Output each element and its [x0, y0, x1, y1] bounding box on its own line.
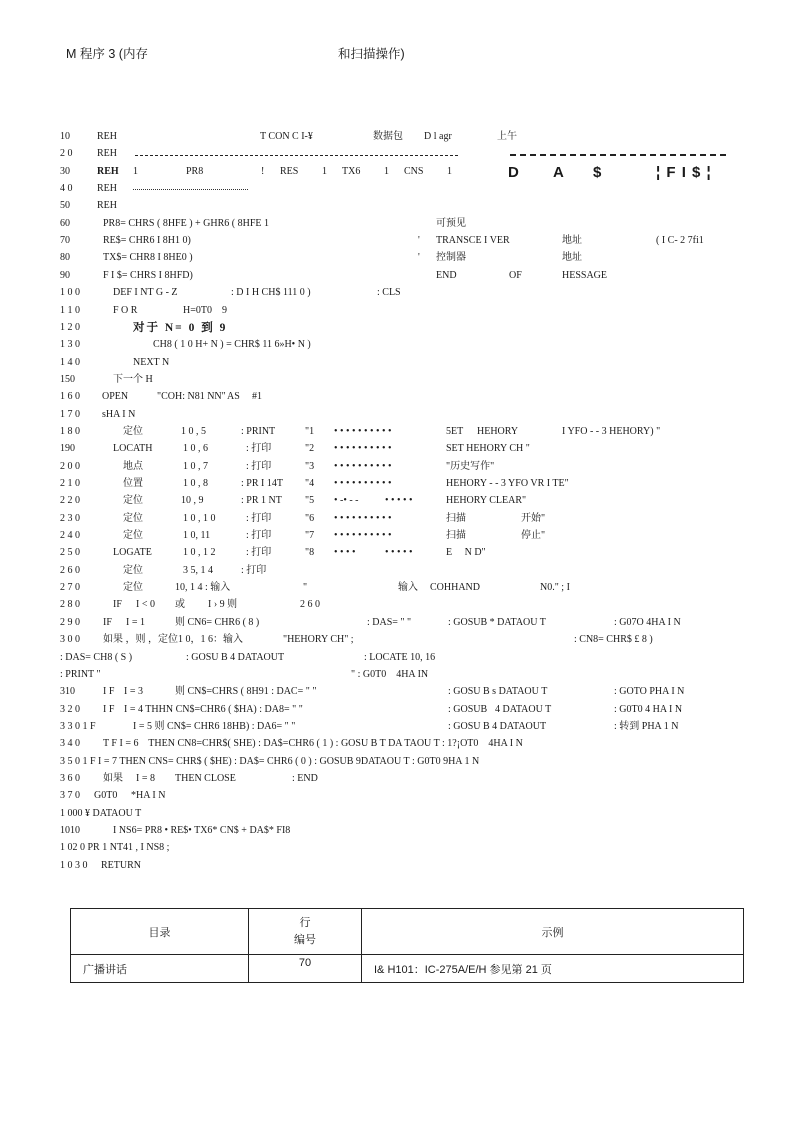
- footer-header-line-number-1: 行: [299, 916, 311, 929]
- line-number: 80: [60, 252, 70, 263]
- line-number: 4 0: [60, 183, 73, 194]
- line-number: 60: [60, 218, 70, 229]
- code-token: HEHORY CLEAR": [446, 495, 527, 506]
- line-number: 3 5 0 1 F I = 7 THEN CNS= CHR$ ( $HE) : DA$= CHR6 ( 0 ) : GOSUB 9DATAOU T : G0T0 9HA 1 N: [60, 756, 480, 767]
- code-token: #1: [252, 391, 262, 402]
- code-token: RES: [280, 166, 299, 177]
- line-number: 3 2 0: [60, 704, 80, 715]
- line-number: 2 8 0: [60, 599, 80, 610]
- line-number: 2 5 0: [60, 547, 80, 558]
- code-token: 1 0 , 7: [183, 461, 208, 472]
- line-number: 1 02 0 PR 1 NT41 , I NS8 ;: [60, 842, 170, 853]
- footer-header-example: 示例: [362, 909, 744, 955]
- code-token: "8: [305, 547, 315, 558]
- code-token: : DAS= " ": [367, 617, 412, 628]
- code-token: • • • • • • • • • •: [334, 426, 392, 437]
- line-number: 1 000 ¥ DATAOU T: [60, 808, 142, 819]
- code-token: 定位: [123, 565, 143, 576]
- code-token: 4 DATAOU T: [495, 704, 552, 715]
- code-token: "COH: N81 NN": [157, 391, 226, 402]
- code-token: 5ET: [446, 426, 464, 437]
- code-token: REH: [97, 200, 117, 211]
- code-token: THEN CLOSE: [175, 773, 236, 784]
- code-token: 定位: [123, 582, 143, 593]
- code-token: 则 CN$=CHRS ( 8H91 : DAC= " ": [175, 686, 317, 697]
- code-token: "5: [305, 495, 315, 506]
- page-header-left: M 程序 3 (内存: [66, 47, 148, 61]
- code-token: : 打印: [246, 530, 272, 541]
- code-token: 定位: [123, 513, 143, 524]
- code-token: • • • • • • • • • •: [334, 513, 392, 524]
- line-number: 1 7 0: [60, 409, 80, 420]
- code-token: : LOCATE 10, 16: [364, 652, 436, 663]
- code-token: : GOSU B 4 DATAOUT: [448, 721, 547, 732]
- code-token: : PRINT: [241, 426, 276, 437]
- line-number: 90: [60, 270, 70, 281]
- line-number: 3 4 0: [60, 738, 80, 749]
- code-token: I = 8: [136, 773, 155, 784]
- line-number: 3 0 0: [60, 634, 80, 645]
- code-token: 则 CN6= CHR6 ( 8 ): [175, 617, 260, 628]
- code-token: : GOSU B 4 DATAOUT: [186, 652, 285, 663]
- code-token: REH: [97, 148, 117, 159]
- code-token: 1 0 , 1 2: [183, 547, 216, 558]
- code-token: : GOTO PHA I N: [614, 686, 685, 697]
- code-token: 1 0 , 5: [181, 426, 206, 437]
- code-token: 1: [447, 166, 452, 177]
- line-number: 3 3 0 1 F: [60, 721, 96, 732]
- code-token: "2: [305, 443, 315, 454]
- code-token: 位置: [123, 478, 143, 489]
- code-token: : 打印: [246, 443, 272, 454]
- line-number: 1 1 0: [60, 305, 80, 316]
- code-token: 开始": [521, 513, 546, 524]
- code-token: I = 1: [126, 617, 145, 628]
- page-header-right: 和扫描操作): [338, 47, 405, 61]
- code-token: DEF I NT G - Z: [113, 287, 178, 298]
- code-token: 定位: [123, 426, 143, 437]
- code-token: : PRINT ": [60, 669, 101, 680]
- code-token: : DAS= CH8 ( S ): [60, 652, 133, 663]
- code-token: : 转到 PHA 1 N: [614, 721, 679, 732]
- code-token: I › 9 则: [208, 599, 238, 610]
- code-token: REH: [97, 183, 117, 194]
- code-token: : D I H CH$ 111 0 ): [231, 287, 311, 298]
- code-token: ': [418, 252, 420, 263]
- line-number: 3 6 0: [60, 773, 80, 784]
- code-token: ( I C- 2 7fi1: [656, 235, 704, 246]
- code-token: "4: [305, 478, 315, 489]
- code-token: T F I = 6 THEN CN8=CHR$( SHE) : DA$=CHR6 ( 1 ) : GOSU B T DA TAOU T : 1?¡OT0 4HA I N: [103, 738, 523, 749]
- code-token: : GOSU B s DATAOU T: [448, 686, 548, 697]
- code-token: ': [418, 235, 420, 246]
- code-token: END: [436, 270, 457, 281]
- code-token: HESSAGE: [562, 270, 608, 281]
- line-number: 2 0 0: [60, 461, 80, 472]
- code-token: • -• - -: [334, 495, 359, 506]
- code-token: 10 , 9: [181, 495, 204, 506]
- banner-a: A: [553, 164, 565, 181]
- code-token: 1 0 , 8: [183, 478, 208, 489]
- code-token: COHHAND: [430, 582, 480, 593]
- code-token: "历史写作": [446, 461, 495, 472]
- code-token: RETURN: [101, 860, 141, 871]
- separator-line-20: [135, 155, 458, 156]
- code-token: 10, 1 4 : 输入: [175, 582, 231, 593]
- line-number: 310: [60, 686, 75, 697]
- code-token: E N D": [446, 547, 486, 558]
- code-token: : G07O 4HA I N: [614, 617, 681, 628]
- code-token: • • • • •: [385, 495, 413, 506]
- line-number: 3 7 0: [60, 790, 80, 801]
- code-token: 1 0 , 1 0: [183, 513, 216, 524]
- code-token: RE$= CHR6 I 8H1 0): [103, 235, 191, 246]
- code-token: IF: [113, 599, 122, 610]
- line-number: 30: [60, 166, 70, 177]
- code-token: 地点: [123, 461, 143, 472]
- code-token: 3 5, 1 4: [183, 565, 213, 576]
- code-token: 定位: [123, 495, 143, 506]
- code-token: F O R: [113, 305, 138, 316]
- code-token: G0T0: [94, 790, 118, 801]
- code-token: T CON C I-¥: [260, 131, 313, 142]
- line-number: 2 6 0: [60, 565, 80, 576]
- line-number: 1 8 0: [60, 426, 80, 437]
- code-token: 数据包: [373, 131, 403, 142]
- code-token: AS: [227, 391, 240, 402]
- code-token: 控制器: [436, 252, 466, 263]
- code-token: PR8: [186, 166, 204, 177]
- code-token: 地址: [562, 235, 582, 246]
- code-token: 1: [322, 166, 327, 177]
- code-token: : END: [292, 773, 318, 784]
- code-token: 2 6 0: [300, 599, 320, 610]
- line-number: 70: [60, 235, 70, 246]
- code-token: • • • • •: [385, 547, 413, 558]
- code-token: I F: [103, 686, 115, 697]
- code-token: : 打印: [246, 513, 272, 524]
- code-token: : CLS: [377, 287, 401, 298]
- code-token: TX6: [342, 166, 361, 177]
- code-token: ": [303, 582, 308, 593]
- footer-table: [70, 908, 744, 983]
- code-token: REH: [97, 166, 119, 177]
- line-number: 150: [60, 374, 75, 385]
- code-token: F I $= CHRS I 8HFD): [103, 270, 193, 281]
- code-token: OF: [509, 270, 522, 281]
- code-token: : CN8= CHR$ £ 8 ): [574, 634, 653, 645]
- separator-line-40: [133, 189, 248, 190]
- code-token: "1: [305, 426, 315, 437]
- code-token: " : G0T0 4HA IN: [351, 669, 429, 680]
- code-token: • • • • • • • • • •: [334, 530, 392, 541]
- line-number: 2 0: [60, 148, 73, 159]
- code-token: H=0T0 9: [183, 305, 227, 316]
- code-token: 对于 N= 0 到 9: [133, 322, 228, 334]
- code-token: "3: [305, 461, 315, 472]
- code-token: • • • • • • • • • •: [334, 478, 392, 489]
- code-token: *HA I N: [131, 790, 166, 801]
- code-token: "6: [305, 513, 315, 524]
- line-number: 2 7 0: [60, 582, 80, 593]
- banner-fi: ¦ F I $ ¦: [656, 164, 712, 181]
- code-token: : 打印: [246, 461, 272, 472]
- line-number: 2 2 0: [60, 495, 80, 506]
- footer-cell-line-number: 70: [249, 955, 362, 983]
- code-token: 地址: [562, 252, 582, 263]
- code-token: : GOSUB * DATAOU T: [448, 617, 546, 628]
- code-token: : PR I 14T: [241, 478, 283, 489]
- code-token: • • • • • • • • • •: [334, 461, 392, 472]
- code-token: IF: [103, 617, 112, 628]
- line-number: 2 3 0: [60, 513, 80, 524]
- code-token: OPEN: [102, 391, 129, 402]
- line-number: 1 0 0: [60, 287, 80, 298]
- code-token: 扫描: [446, 530, 466, 541]
- code-token: LOGATE: [113, 547, 152, 558]
- banner-d: D: [508, 164, 520, 181]
- banner-rule: [510, 154, 726, 156]
- code-token: : 打印: [246, 547, 272, 558]
- footer-cell-example: I& H101：IC-275A/E/H 参见第 21 页: [362, 955, 744, 983]
- code-token: HEHORY: [477, 426, 519, 437]
- line-number: 10: [60, 131, 70, 142]
- code-token: 1: [384, 166, 389, 177]
- code-token: • • • • • • • • • •: [334, 443, 392, 454]
- code-token: I < 0: [136, 599, 155, 610]
- code-token: SET HEHORY CH ": [446, 443, 530, 454]
- footer-header-directory: 目录: [71, 909, 249, 955]
- code-token: • • • •: [334, 547, 356, 558]
- banner-dollar: $: [593, 164, 603, 181]
- code-token: TRANSCE I VER: [436, 235, 510, 246]
- code-token: 可预见: [436, 218, 466, 229]
- line-number: 1010: [60, 825, 80, 836]
- code-token: HEHORY - - 3 YFO VR I TE": [446, 478, 569, 489]
- line-number: 1 3 0: [60, 339, 80, 350]
- code-token: : G0T0 4 HA I N: [614, 704, 683, 715]
- code-token: 输入: [398, 582, 418, 593]
- code-token: I YFO - - 3 HEHORY) ": [562, 426, 661, 437]
- code-token: "7: [305, 530, 315, 541]
- code-token: 如果: [103, 773, 123, 784]
- line-number: 1 2 0: [60, 322, 80, 333]
- code-token: 1: [133, 166, 138, 177]
- code-token: I = 5 则 CN$= CHR6 18HB) : DA6= " ": [133, 721, 296, 732]
- code-token: I F: [103, 704, 115, 715]
- code-token: CNS: [404, 166, 424, 177]
- code-token: 1 0, 11: [183, 530, 211, 541]
- line-number: 1 0 3 0: [60, 860, 88, 871]
- code-token: : PR 1 NT: [241, 495, 282, 506]
- line-number: 1 6 0: [60, 391, 80, 402]
- code-token: D l agr: [424, 131, 452, 142]
- code-token: NEXT N: [133, 357, 170, 368]
- code-token: REH: [97, 131, 117, 142]
- code-token: 1 0 , 6: [183, 443, 208, 454]
- line-number: 50: [60, 200, 70, 211]
- code-token: 如果 ，则 ，定位1 0，1 6：输入: [103, 634, 243, 645]
- footer-header-line-number: [249, 909, 362, 955]
- code-token: I = 4 THHN CN$=CHR6 ( $HA) : DA8= " ": [124, 704, 303, 715]
- code-token: I = 3: [124, 686, 143, 697]
- footer-header-line-number-2: 编号: [294, 933, 316, 946]
- code-token: N0." ; I: [540, 582, 570, 593]
- code-token: CH8 ( 1 0 H+ N ) = CHR$ 11 6»H• N ): [153, 339, 311, 350]
- code-token: I NS6= PR8 • RE$• TX6* CN$ + DA$* FI8: [113, 825, 291, 836]
- code-token: 扫描: [446, 513, 466, 524]
- code-token: sHA I N: [102, 409, 136, 420]
- line-number: 1 4 0: [60, 357, 80, 368]
- footer-cell-directory: 广播讲话: [71, 955, 249, 983]
- code-token: 上午: [497, 131, 517, 142]
- code-token: 停止": [521, 530, 546, 541]
- code-token: TX$= CHR8 I 8HE0 ): [103, 252, 193, 263]
- code-token: 或: [175, 599, 185, 610]
- code-token: !: [261, 166, 265, 177]
- line-number: 190: [60, 443, 75, 454]
- code-token: 下一个 H: [113, 374, 153, 385]
- code-token: LOCATH: [113, 443, 153, 454]
- code-token: "HEHORY CH" ;: [283, 634, 354, 645]
- code-token: : 打印: [241, 565, 267, 576]
- code-token: 定位: [123, 530, 143, 541]
- code-token: : GOSUB: [448, 704, 488, 715]
- line-number: 2 1 0: [60, 478, 80, 489]
- code-token: PR8= CHRS ( 8HFE ) + GHR6 ( 8HFE 1: [103, 218, 270, 229]
- line-number: 2 4 0: [60, 530, 80, 541]
- line-number: 2 9 0: [60, 617, 80, 628]
